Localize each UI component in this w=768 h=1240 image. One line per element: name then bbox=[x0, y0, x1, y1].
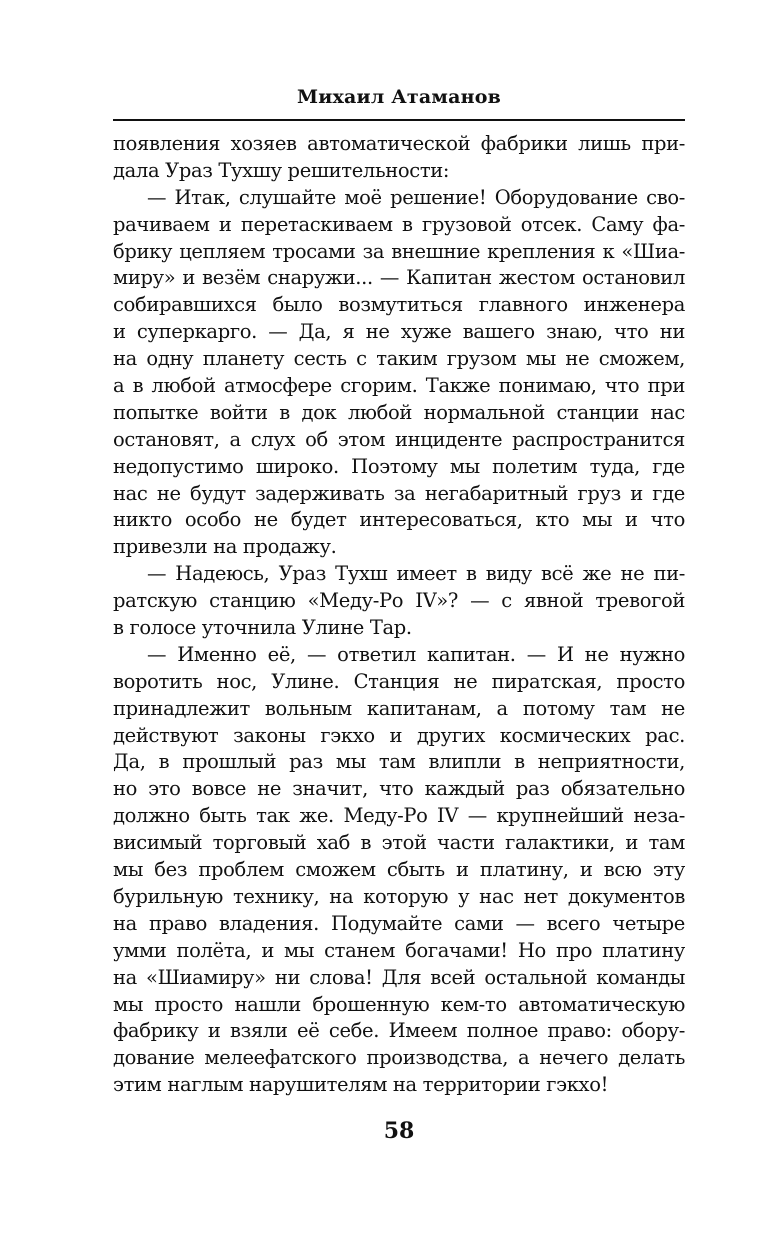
text-line: должно быть так же. Меду-Ро IV — крупнейший неза- bbox=[113, 804, 685, 828]
text-line: и суперкарго. — Да, я не хуже вашего знаю, что ни bbox=[113, 320, 685, 344]
text-line: появления хозяев автоматической фабрики лишь при- bbox=[113, 132, 685, 155]
text-line: — Итак, слушайте моё решение! Оборудование сво- bbox=[147, 185, 685, 209]
body-text bbox=[113, 131, 685, 1099]
text-line: но это вовсе не значит, что каждый раз обязательно bbox=[113, 777, 685, 801]
text-line: мы без проблем сможем сбыть и платину, и всю эту bbox=[113, 858, 685, 882]
text-line: нас не будут задерживать за негабаритный груз и где bbox=[113, 481, 685, 505]
text-line: на право владения. Подумайте сами — всего четыре bbox=[113, 911, 685, 935]
text-line: ратскую станцию «Меду-Ро IV»? — с явной тревогой bbox=[113, 589, 685, 613]
text-line: действуют законы гэкхо и других космических рас. bbox=[113, 723, 685, 747]
text-line: мы просто нашли брошенную кем-то автоматическую bbox=[113, 992, 685, 1016]
text-line: фабрику и взяли её себе. Имеем полное право: обору- bbox=[113, 1019, 685, 1043]
text-line: миру» и везём снаружи... — Капитан жестом остановил bbox=[113, 266, 685, 290]
text-line: в голосе уточнила Улине Тар. bbox=[113, 616, 412, 640]
running-header-author: Михаил Атаманов bbox=[296, 86, 502, 108]
text-line: рачиваем и перетаскиваем в грузовой отсек. Саму фа- bbox=[113, 212, 685, 236]
text-line: на одну планету сесть с таким грузом мы не сможем, bbox=[113, 347, 685, 371]
text-line: собиравшихся было возмутиться главного инженера bbox=[113, 293, 685, 317]
text-line: Да, в прошлый раз мы там влипли в неприятности, bbox=[113, 750, 685, 774]
text-line: воротить нос, Улине. Станция не пиратская, просто bbox=[113, 669, 685, 693]
text-line: принадлежит вольным капитанам, а потому там не bbox=[113, 696, 685, 720]
text-line: остановят, а слух об этом инциденте распространится bbox=[113, 427, 685, 451]
text-line: этим наглым нарушителям на территории гэкхо! bbox=[113, 1073, 609, 1097]
text-line: попытке войти в док любой нормальной станции нас bbox=[113, 400, 685, 424]
text-line: дала Ураз Тухшу решительности: bbox=[113, 158, 450, 182]
text-line: бурильную технику, на которую у нас нет документов bbox=[113, 884, 685, 908]
text-line: дование мелеефатского производства, а нечего делать bbox=[113, 1046, 685, 1070]
text-line: а в любой атмосфере сгорим. Также понимаю, что при bbox=[113, 374, 685, 398]
text-line: умми полёта, и мы станем богачами! Но про платину bbox=[113, 938, 685, 962]
text-line: на «Шиамиру» ни слова! Для всей остальной команды bbox=[113, 965, 685, 989]
text-line: висимый торговый хаб в этой части галактики, и там bbox=[113, 831, 685, 855]
page-number: 58 bbox=[383, 1118, 415, 1144]
text-line: недопустимо широко. Поэтому мы полетим туда, где bbox=[113, 454, 685, 478]
text-line: — Именно её, — ответил капитан. — И не нужно bbox=[147, 642, 685, 666]
text-line: никто особо не будет интересоваться, кто мы и что bbox=[113, 508, 685, 532]
header-rule bbox=[113, 119, 685, 121]
text-line: — Надеюсь, Ураз Тухш имеет в виду всё же не пи- bbox=[147, 562, 685, 586]
text-line: привезли на продажу. bbox=[113, 535, 337, 559]
text-line: брику цепляем тросами за внешние крепления к «Шиа- bbox=[113, 239, 685, 263]
